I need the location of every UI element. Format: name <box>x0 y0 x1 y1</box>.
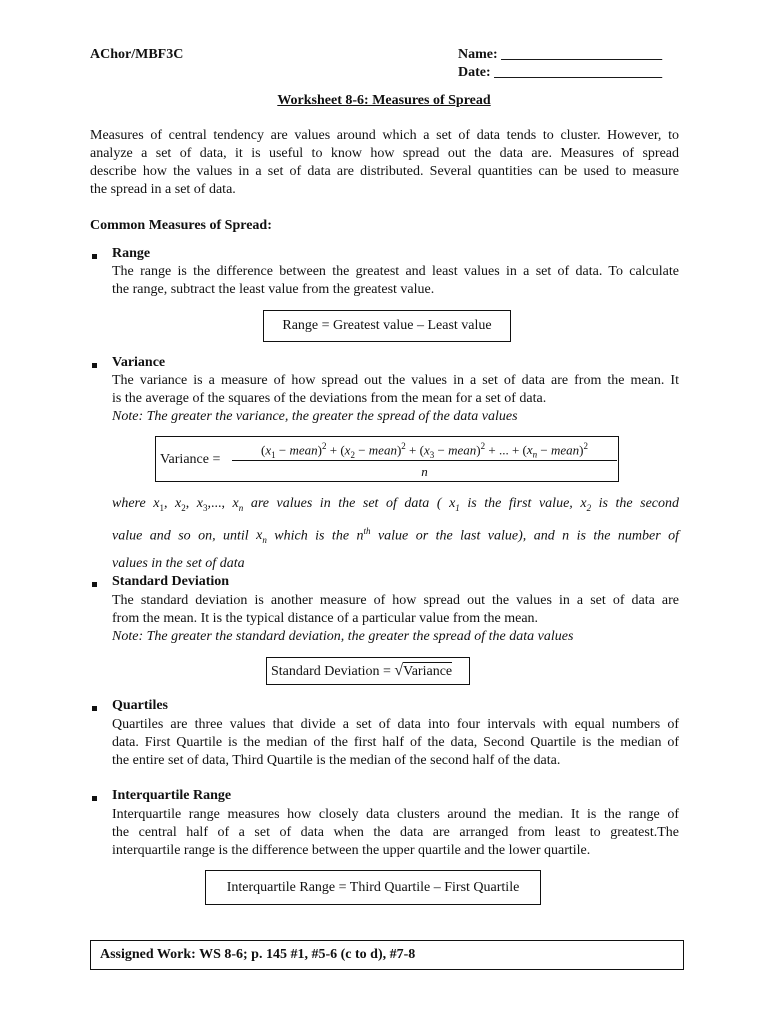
page-title: Worksheet 8-6: Measures of Spread <box>277 93 491 108</box>
std-dev-formula-box <box>266 657 470 685</box>
fraction-bar <box>232 460 617 461</box>
variance-text <box>112 372 679 426</box>
bullet-icon <box>92 363 97 368</box>
variance-where: where $x_1$, $x_2$, $x_3$,..., $x_n$ are values in the set of data ( $x_1$ is the first value, $x_2$ is the second value and so on, until $x_n$ which is the $n^{th}$ value or the last value), and n is the number of values in the set of data <box>112 492 679 575</box>
assigned-work-box: Assigned Work: WS 8-6; p. 145 #1, #5-6 (c to d), #7-8 <box>90 940 684 970</box>
intro-paragraph <box>90 127 679 199</box>
section-heading: Common Measures of Spread: <box>90 218 272 233</box>
iqr-text <box>112 806 679 860</box>
range-heading: Range <box>112 246 151 261</box>
variance-formula-label: Variance = <box>160 452 221 467</box>
iqr-heading: Interquartile Range <box>112 788 232 803</box>
std-dev-heading: Standard Deviation <box>112 574 230 589</box>
variance-formula-box <box>155 436 619 482</box>
variance-line: is the average of the squares of the deviations from the mean for a set of data. <box>112 391 547 406</box>
intro-line: Measures of central tendency are values around which a set of data tends to cluster. However, to <box>90 128 679 143</box>
std-dev-line: The standard deviation is another measure of how spread out the values in a set of data are <box>112 593 679 608</box>
sqrt-icon: √ <box>394 662 404 679</box>
intro-line: analyze a set of data, it is useful to know how spread out the data are. Measures of spread <box>90 146 679 161</box>
variance-denominator: n <box>421 464 428 479</box>
where-text: is the first value, <box>467 496 573 511</box>
quartiles-heading: Quartiles <box>112 698 168 713</box>
quartiles-text <box>112 716 679 770</box>
bullet-icon <box>92 796 97 801</box>
where-text: where <box>112 496 146 511</box>
where-text: are values in the set of data ( <box>250 496 442 511</box>
std-dev-formula-label: Standard Deviation = <box>271 664 391 679</box>
intro-line: the spread in a set of data. <box>90 182 236 197</box>
where-text: values in the set of data <box>112 556 245 572</box>
intro-line: describe how the values in a set of data are distributed. Several quantities can be used to measure <box>90 164 679 179</box>
where-text: value or the last value), and n is the number of <box>377 528 679 544</box>
name-field: Name: _______________________ <box>458 47 663 62</box>
where-text: which is the n <box>274 528 364 544</box>
quartiles-line: data. First Quartile is the median of the first half of the data, Second Quartile is the median of <box>112 735 679 750</box>
variance-numerator: ($x_1$ − mean)$^2$ + ($x_2$ − mean)$^2$ + ($x_3$ − mean)$^2$ + ... + ($x_n$ − mean)$^2$ <box>261 441 588 460</box>
std-dev-radicand: Variance <box>403 664 453 679</box>
std-dev-text <box>112 592 679 646</box>
quartiles-line: the entire set of data, Third Quartile is the median of the second half of the data. <box>112 753 561 768</box>
iqr-line: Interquartile range measures how closely data clusters around the median. It is the range of <box>112 807 679 822</box>
where-sup: th <box>363 525 371 536</box>
bullet-icon <box>92 582 97 587</box>
where-text: is the second <box>598 496 680 511</box>
date-field: Date: ________________________ <box>458 65 663 80</box>
range-line: The range is the difference between the greatest and least values in a set of data. To calculate <box>112 264 679 279</box>
std-dev-line: from the mean. It is the typical distance of a particular value from the mean. <box>112 611 539 626</box>
quartiles-line: Quartiles are three values that divide a set of data into four intervals with equal numbers of <box>112 717 679 732</box>
iqr-line: the central half of a set of data when the data are arranged from least to greatest.The <box>112 825 679 840</box>
course-code: AChor/MBF3C <box>90 47 184 62</box>
variance-note: Note: The greater the variance, the greater the spread of the data values <box>112 409 518 424</box>
bullet-icon <box>92 254 97 259</box>
range-line: the range, subtract the least value from the greatest value. <box>112 282 435 297</box>
range-formula-box: Range = Greatest value – Least value <box>263 310 511 342</box>
where-text: value and so on, until <box>112 528 249 544</box>
std-dev-note: Note: The greater the standard deviation, the greater the spread of the data values <box>112 629 574 644</box>
iqr-line: interquartile range is the difference between the upper quartile and the lower quartile. <box>112 843 591 858</box>
bullet-icon <box>92 706 97 711</box>
variance-line: The variance is a measure of how spread out the values in a set of data are from the mean. It <box>112 373 679 388</box>
variance-heading: Variance <box>112 355 166 370</box>
iqr-formula-box: Interquartile Range = Third Quartile – First Quartile <box>205 870 541 905</box>
range-text <box>112 263 679 299</box>
